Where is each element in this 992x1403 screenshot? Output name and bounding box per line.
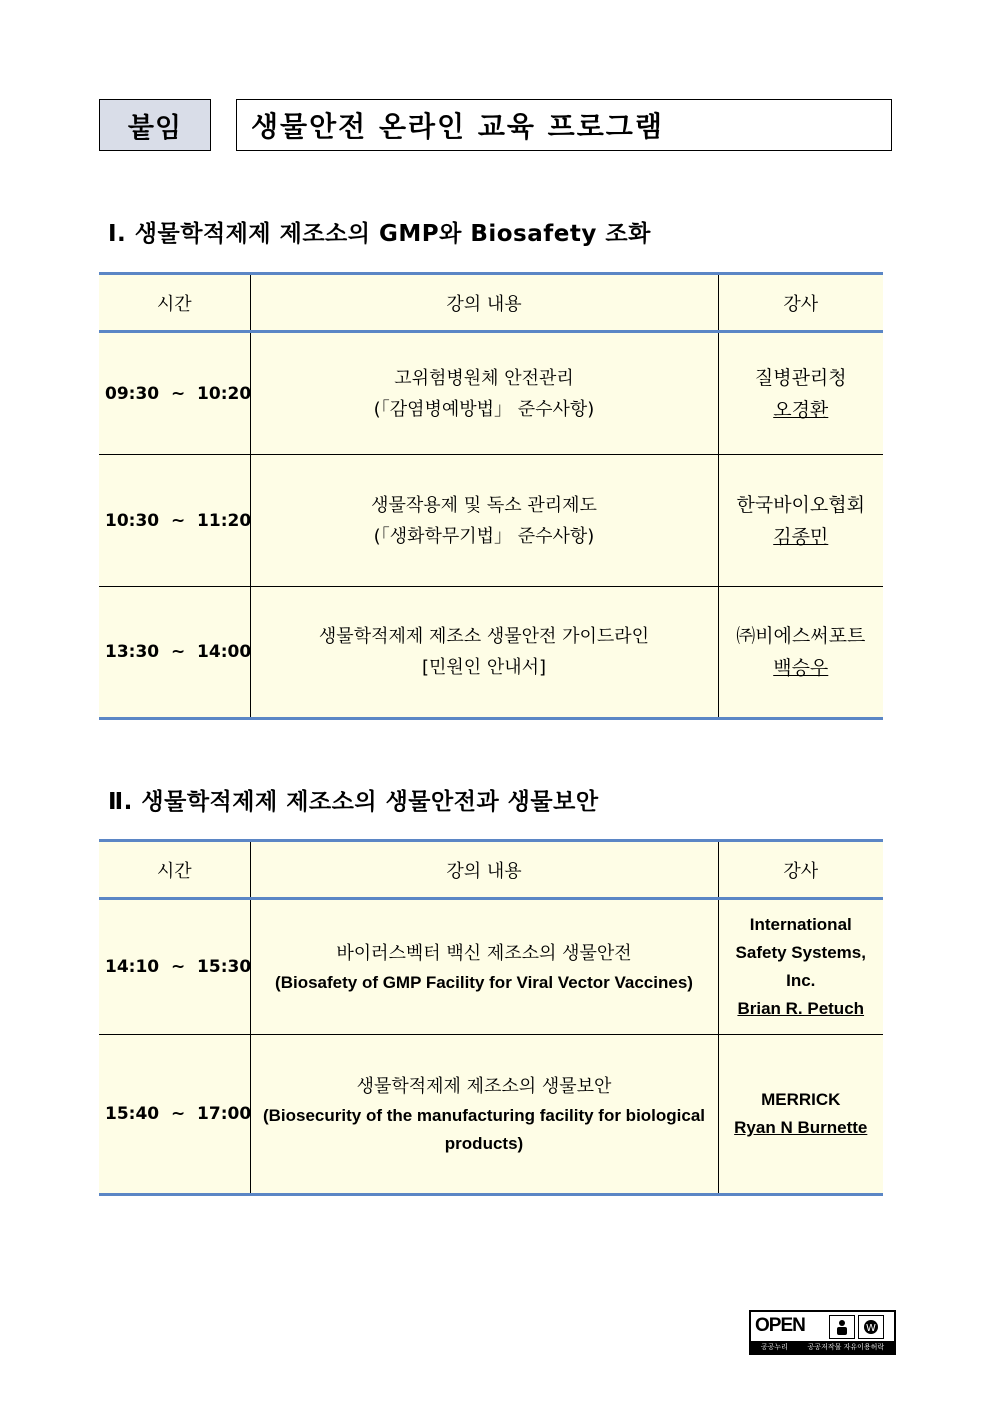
- lecturer-name: Ryan N Burnette: [734, 1118, 868, 1137]
- lecturer-cell: [718, 332, 883, 455]
- session-time: 09:30 ~ 10:20: [99, 332, 250, 455]
- session-title: 생물학적제제 제조소의 생물보안: [356, 1075, 612, 1097]
- column-header-lecturer: 강사: [718, 841, 883, 899]
- session-time: 13:30 ~ 14:00: [99, 587, 250, 719]
- schedule-table-1: [99, 272, 883, 720]
- schedule-table-2: [99, 839, 883, 1196]
- table-row: [99, 455, 883, 587]
- table-row: [99, 587, 883, 719]
- session-time: 10:30 ~ 11:20: [99, 455, 250, 587]
- session-title: 바이러스벡터 백신 제조소의 생물안전: [336, 942, 632, 964]
- lecturer-cell: [718, 587, 883, 719]
- session-content: [250, 587, 718, 719]
- document-title: 생물안전 온라인 교육 프로그램: [236, 99, 892, 151]
- session-subtitle: (「생화학무기법」 준수사항): [373, 525, 595, 547]
- column-header-time: 시간: [99, 274, 250, 332]
- column-header-lecturer: 강사: [718, 274, 883, 332]
- attachment-label: 붙임: [99, 99, 211, 151]
- lecturer-name: 백승우: [773, 657, 829, 679]
- open-caption-left: 공공누리: [760, 1343, 788, 1351]
- won-icon: [858, 1315, 884, 1339]
- open-license-badge: [749, 1310, 896, 1355]
- lecturer-cell: [718, 455, 883, 587]
- lecturer-org: International Safety Systems, Inc.: [735, 915, 866, 990]
- table-header-row: [99, 274, 883, 332]
- session-subtitle-en: (Biosecurity of the manufacturing facility for biological products): [262, 1105, 706, 1153]
- session-title: 생물작용제 및 독소 관리제도: [371, 494, 597, 516]
- lecturer-name: 오경환: [773, 398, 829, 421]
- column-header-time: 시간: [99, 841, 250, 899]
- session-content: [250, 455, 718, 587]
- lecturer-org: ㈜비에스써포트: [736, 625, 866, 647]
- session-title: 고위험병원체 안전관리: [394, 367, 574, 389]
- column-header-content: 강의 내용: [250, 274, 718, 332]
- session-subtitle: (「감염병예방법」 준수사항): [373, 398, 595, 420]
- lecturer-org: MERRICK: [761, 1090, 841, 1109]
- table-row: [99, 332, 883, 455]
- session-title: 생물학적제제 제조소 생물안전 가이드라인: [318, 626, 650, 647]
- lecturer-name: 김종민: [773, 525, 829, 548]
- lecturer-org: 한국바이오협회: [736, 493, 865, 516]
- lecturer-org: 질병관리청: [754, 366, 847, 389]
- session-subtitle: [민원인 안내서]: [421, 657, 547, 678]
- session-content: [250, 332, 718, 455]
- lecturer-name: Brian R. Petuch: [737, 999, 865, 1018]
- session-content: [250, 899, 718, 1035]
- section-heading-2: Ⅱ. 생물학적제제 제조소의 생물안전과 생물보안: [108, 789, 599, 815]
- person-icon: [829, 1315, 855, 1339]
- lecturer-cell: [718, 1035, 883, 1195]
- table-row: [99, 899, 883, 1035]
- svg-text:W: W: [866, 1323, 876, 1334]
- open-caption-right: 공공저작물 자유이용허락: [807, 1343, 885, 1351]
- table-row: [99, 1035, 883, 1195]
- column-header-content: 강의 내용: [250, 841, 718, 899]
- session-subtitle-en: (Biosafety of GMP Facility for Viral Vector Vaccines): [275, 972, 693, 992]
- section-heading-1: Ⅰ. 생물학적제제 제조소의 GMP와 Biosafety 조화: [108, 221, 651, 247]
- open-badge-text: OPEN: [755, 1315, 805, 1336]
- session-time: 14:10 ~ 15:30: [99, 899, 250, 1035]
- table-header-row: [99, 841, 883, 899]
- session-time: 15:40 ~ 17:00: [99, 1035, 250, 1195]
- lecturer-cell: [718, 899, 883, 1035]
- session-content: [250, 1035, 718, 1195]
